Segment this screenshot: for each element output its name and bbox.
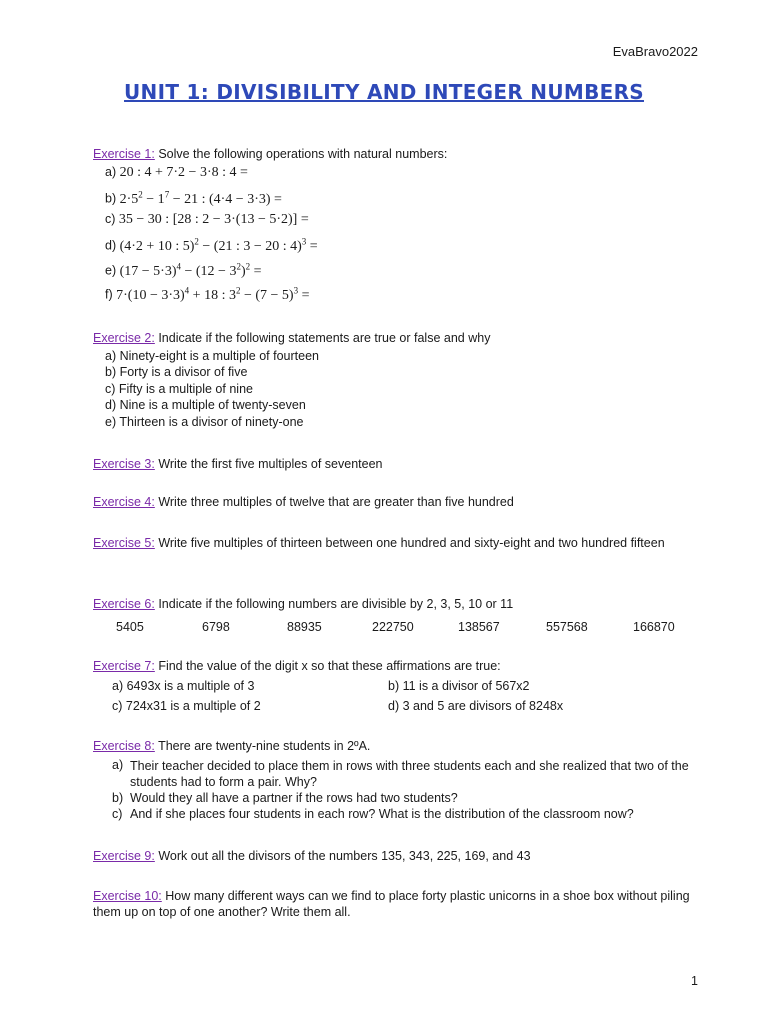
question-b: Would they all have a partner if the rows had two students? bbox=[130, 791, 458, 805]
exercise-6 bbox=[93, 596, 698, 612]
expression-e: $(17 - 5\cdot 3)^4 - (12 - 3^2)^2$ = bbox=[119, 261, 262, 279]
exercise-2-label: Exercise 2: bbox=[93, 331, 155, 345]
operation-c: c) 35 − 30 : [28 : 2 − 3·(13 − 5·2)] = bbox=[105, 212, 309, 227]
expression-f: $7\cdot(10 - 3\cdot 3)^4 + 18$ : $3^2 - (7 - 5)^3$ = bbox=[116, 285, 310, 303]
question-a: Their teacher decided to place them in rows with three students each and she realized that two of the students had to form a pair. Why? bbox=[130, 759, 689, 789]
statement-e: e) Thirteen is a divisor of ninety-one bbox=[105, 415, 304, 429]
exercise-7 bbox=[93, 658, 698, 674]
expression-b: $2\cdot 5^2 - 1^7 - 21$ : (4·4 − 3·3) = bbox=[119, 189, 282, 207]
operation-d: d) (4·2 + 10 : 5)$^2$ − (21 : 3 − 20 : 4)$^3$ = bbox=[105, 236, 318, 254]
expression-d: (4·2 + 10 : 5)$^2$ − (21 : 3 − 20 : 4)$^3$ = bbox=[119, 236, 318, 254]
number-item: 5405 bbox=[116, 620, 144, 634]
exercise-3 bbox=[93, 456, 698, 472]
exercise-5-text: Write five multiples of thirteen between one hundred and sixty-eight and two hundred fifteen bbox=[154, 536, 665, 550]
number-item: 88935 bbox=[287, 620, 322, 634]
question-a-letter: a) bbox=[112, 758, 124, 772]
exercise-9 bbox=[93, 848, 698, 864]
exercise-2-text: Indicate if the following statements are true or false and why bbox=[154, 331, 491, 345]
page-number: 1 bbox=[691, 974, 698, 988]
exercise-4 bbox=[93, 494, 698, 510]
number-item: 222750 bbox=[372, 620, 414, 634]
number-item: 166870 bbox=[633, 620, 675, 634]
number-item: 557568 bbox=[546, 620, 588, 634]
exercise-2 bbox=[93, 330, 698, 346]
expression-a: 20 : 4 + 7·2 − 3·8 : 4 = bbox=[119, 165, 248, 180]
statement-d: d) Nine is a multiple of twenty-seven bbox=[105, 398, 306, 412]
affirmation-d: d) 3 and 5 are divisors of 8248x bbox=[388, 699, 564, 713]
affirmation-c: c) 724x31 is a multiple of 2 bbox=[112, 699, 261, 713]
statement-c: c) Fifty is a multiple of nine bbox=[105, 382, 253, 396]
exercise-5-label: Exercise 5: bbox=[93, 536, 155, 550]
exercise-4-text: Write three multiples of twelve that are greater than five hundred bbox=[154, 495, 514, 509]
affirmation-a: a) 6493x is a multiple of 3 bbox=[112, 679, 255, 693]
question-c-letter: c) bbox=[112, 807, 123, 821]
exercise-1-text: Solve the following operations with natural numbers: bbox=[154, 147, 448, 161]
number-item: 138567 bbox=[458, 620, 500, 634]
exercise-8 bbox=[93, 738, 698, 754]
exercise-7-text: Find the value of the digit x so that these affirmations are true: bbox=[154, 659, 501, 673]
page-title: UNIT 1: DIVISIBILITY AND INTEGER NUMBERS bbox=[124, 80, 644, 104]
affirmation-b: b) 11 is a divisor of 567x2 bbox=[388, 679, 530, 693]
operation-f: f) $7\cdot(10 - 3\cdot 3)^4 + 18$ : $3^2 - (7 - 5)^3$ = bbox=[105, 285, 310, 303]
exercise-9-label: Exercise 9: bbox=[93, 849, 155, 863]
exercise-8-text: There are twenty-nine students in 2ºA. bbox=[154, 739, 371, 753]
exercise-6-label: Exercise 6: bbox=[93, 597, 155, 611]
exercise-8-label: Exercise 8: bbox=[93, 739, 155, 753]
operation-a: a) 20 : 4 + 7·2 − 3·8 : 4 = bbox=[105, 165, 248, 180]
exercise-10 bbox=[93, 888, 698, 920]
expression-c: 35 − 30 : [28 : 2 − 3·(13 − 5·2)] = bbox=[118, 212, 309, 227]
exercise-1-label: Exercise 1: bbox=[93, 147, 155, 161]
exercise-10-text: How many different ways can we find to place forty plastic unicorns in a shoe box without piling them up on top of one another? Write them all. bbox=[93, 889, 690, 919]
exercise-1 bbox=[93, 146, 698, 162]
exercise-3-text: Write the first five multiples of seventeen bbox=[154, 457, 383, 471]
statement-a: a) Ninety-eight is a multiple of fourteen bbox=[105, 349, 319, 363]
exercise-10-label: Exercise 10: bbox=[93, 889, 162, 903]
author-name: EvaBravo2022 bbox=[612, 44, 698, 59]
statement-b: b) Forty is a divisor of five bbox=[105, 365, 248, 379]
exercise-3-label: Exercise 3: bbox=[93, 457, 155, 471]
exercise-4-label: Exercise 4: bbox=[93, 495, 155, 509]
number-item: 6798 bbox=[202, 620, 230, 634]
exercise-6-text: Indicate if the following numbers are divisible by 2, 3, 5, 10 or 11 bbox=[154, 597, 514, 611]
exercise-7-label: Exercise 7: bbox=[93, 659, 155, 673]
operation-b: b) $2\cdot 5^2 - 1^7 - 21$ : (4·4 − 3·3) = bbox=[105, 189, 282, 207]
exercise-5 bbox=[93, 535, 698, 551]
exercise-9-text: Work out all the divisors of the numbers 135, 343, 225, 169, and 43 bbox=[154, 849, 531, 863]
question-c: And if she places four students in each row? What is the distribution of the classroom now? bbox=[130, 807, 634, 821]
operation-e: e) $(17 - 5\cdot 3)^4 - (12 - 3^2)^2$ = bbox=[105, 261, 262, 279]
question-b-letter: b) bbox=[112, 791, 124, 805]
